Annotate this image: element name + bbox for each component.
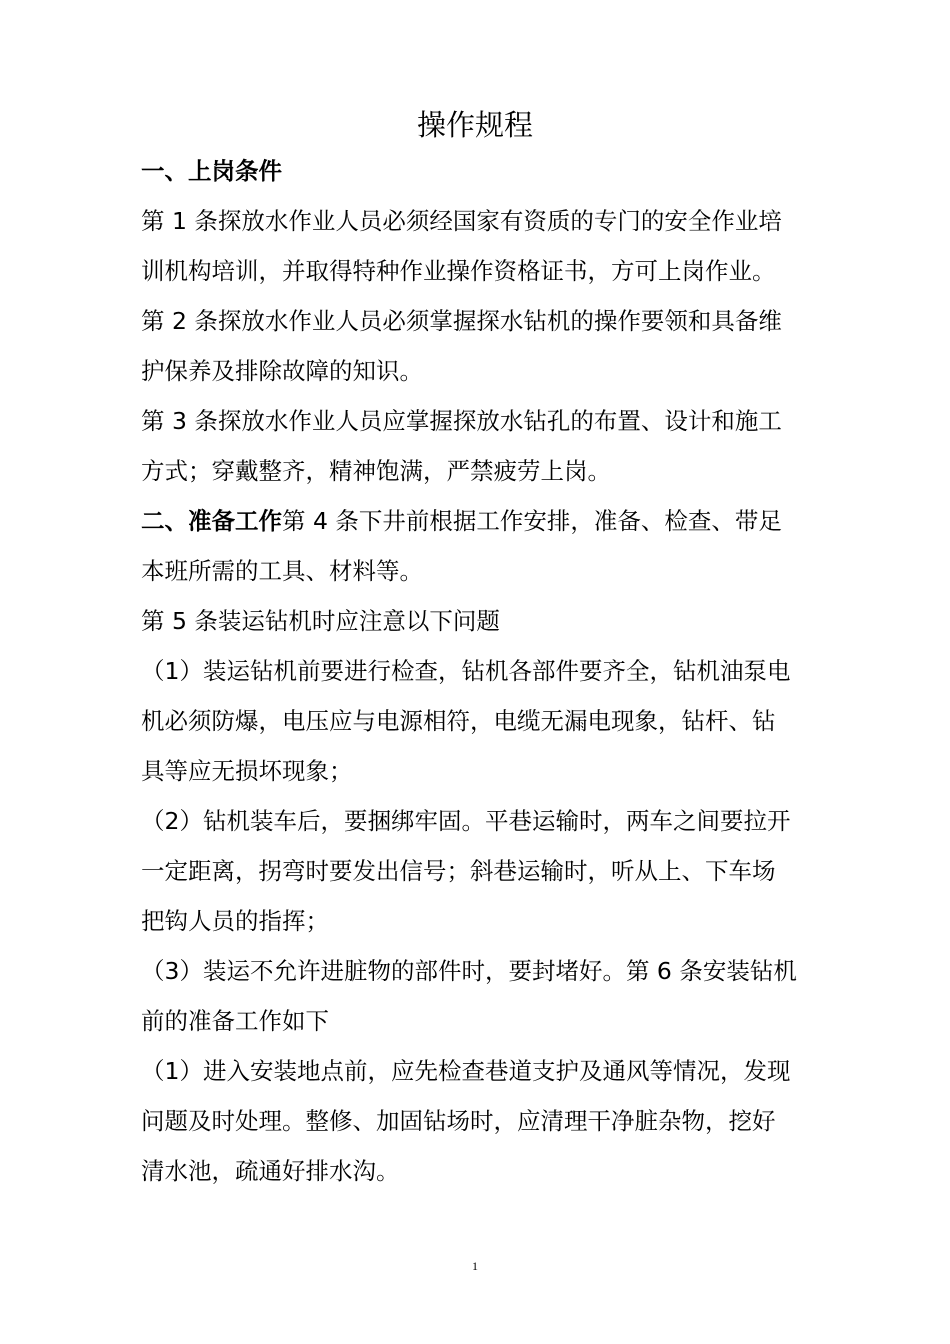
line-text: 清水池，疏通好排水沟。 — [141, 1157, 400, 1185]
line-text: 第 3 条探放水作业人员应掌握探放水钻孔的布置、设计和施工 — [141, 407, 782, 435]
line-text: 问题及时处理。整修、加固钻场时，应清理干净脏杂物，挖好 — [141, 1107, 776, 1135]
text-line — [141, 796, 841, 846]
text-line — [141, 996, 841, 1046]
line-text: 第 5 条装运钻机时应注意以下问题 — [141, 607, 500, 635]
section-heading-label: 一、上岗条件 — [141, 157, 282, 185]
line-text: （1）装运钻机前要进行检查，钻机各部件要齐全，钻机油泵电 — [141, 657, 791, 685]
text-line — [141, 246, 841, 296]
line-text: 具等应无损坏现象； — [141, 757, 353, 785]
line-text: 把钩人员的指挥； — [141, 907, 329, 935]
line-text: 第 1 条探放水作业人员必须经国家有资质的专门的安全作业培 — [141, 207, 782, 235]
text-line — [141, 1146, 841, 1196]
text-line — [141, 346, 841, 396]
line-text: 第 2 条探放水作业人员必须掌握探水钻机的操作要领和具备维 — [141, 307, 782, 335]
line-text: 机必须防爆，电压应与电源相符，电缆无漏电现象，钻杆、钻 — [141, 707, 776, 735]
line-text: 方式；穿戴整齐，精神饱满，严禁疲劳上岗。 — [141, 457, 611, 485]
line-text: 前的准备工作如下 — [141, 1007, 329, 1035]
text-line — [141, 496, 841, 546]
section-heading-label: 二、准备工作 — [141, 507, 282, 535]
line-text: （3）装运不允许进脏物的部件时，要封堵好。第 6 条安装钻机 — [141, 957, 797, 985]
text-line — [141, 846, 841, 896]
text-line — [141, 1046, 841, 1096]
text-line — [141, 546, 841, 596]
line-text: 本班所需的工具、材料等。 — [141, 557, 423, 585]
text-line — [141, 446, 841, 496]
text-line — [141, 296, 841, 346]
line-text: （1）进入安装地点前，应先检查巷道支护及通风等情况，发现 — [141, 1057, 791, 1085]
text-line — [141, 696, 841, 746]
page-number: 1 — [472, 1259, 478, 1273]
text-line — [141, 1096, 841, 1146]
text-line — [141, 896, 841, 946]
line-text: （2）钻机装车后，要捆绑牢固。平巷运输时，两车之间要拉开 — [141, 807, 791, 835]
line-text: 第 4 条下井前根据工作安排，准备、检查、带足 — [282, 507, 782, 535]
line-text: 一定距离，拐弯时要发出信号；斜巷运输时，听从上、下车场 — [141, 857, 776, 885]
text-line — [141, 396, 841, 446]
text-line — [141, 646, 841, 696]
text-line — [141, 946, 841, 996]
line-text: 护保养及排除故障的知识。 — [141, 357, 423, 385]
text-line — [141, 196, 841, 246]
text-line — [141, 746, 841, 796]
page-title: 操作规程 — [416, 108, 533, 142]
text-line — [141, 596, 841, 646]
section-heading — [141, 146, 841, 196]
line-text: 训机构培训，并取得特种作业操作资格证书，方可上岗作业。 — [141, 257, 776, 285]
